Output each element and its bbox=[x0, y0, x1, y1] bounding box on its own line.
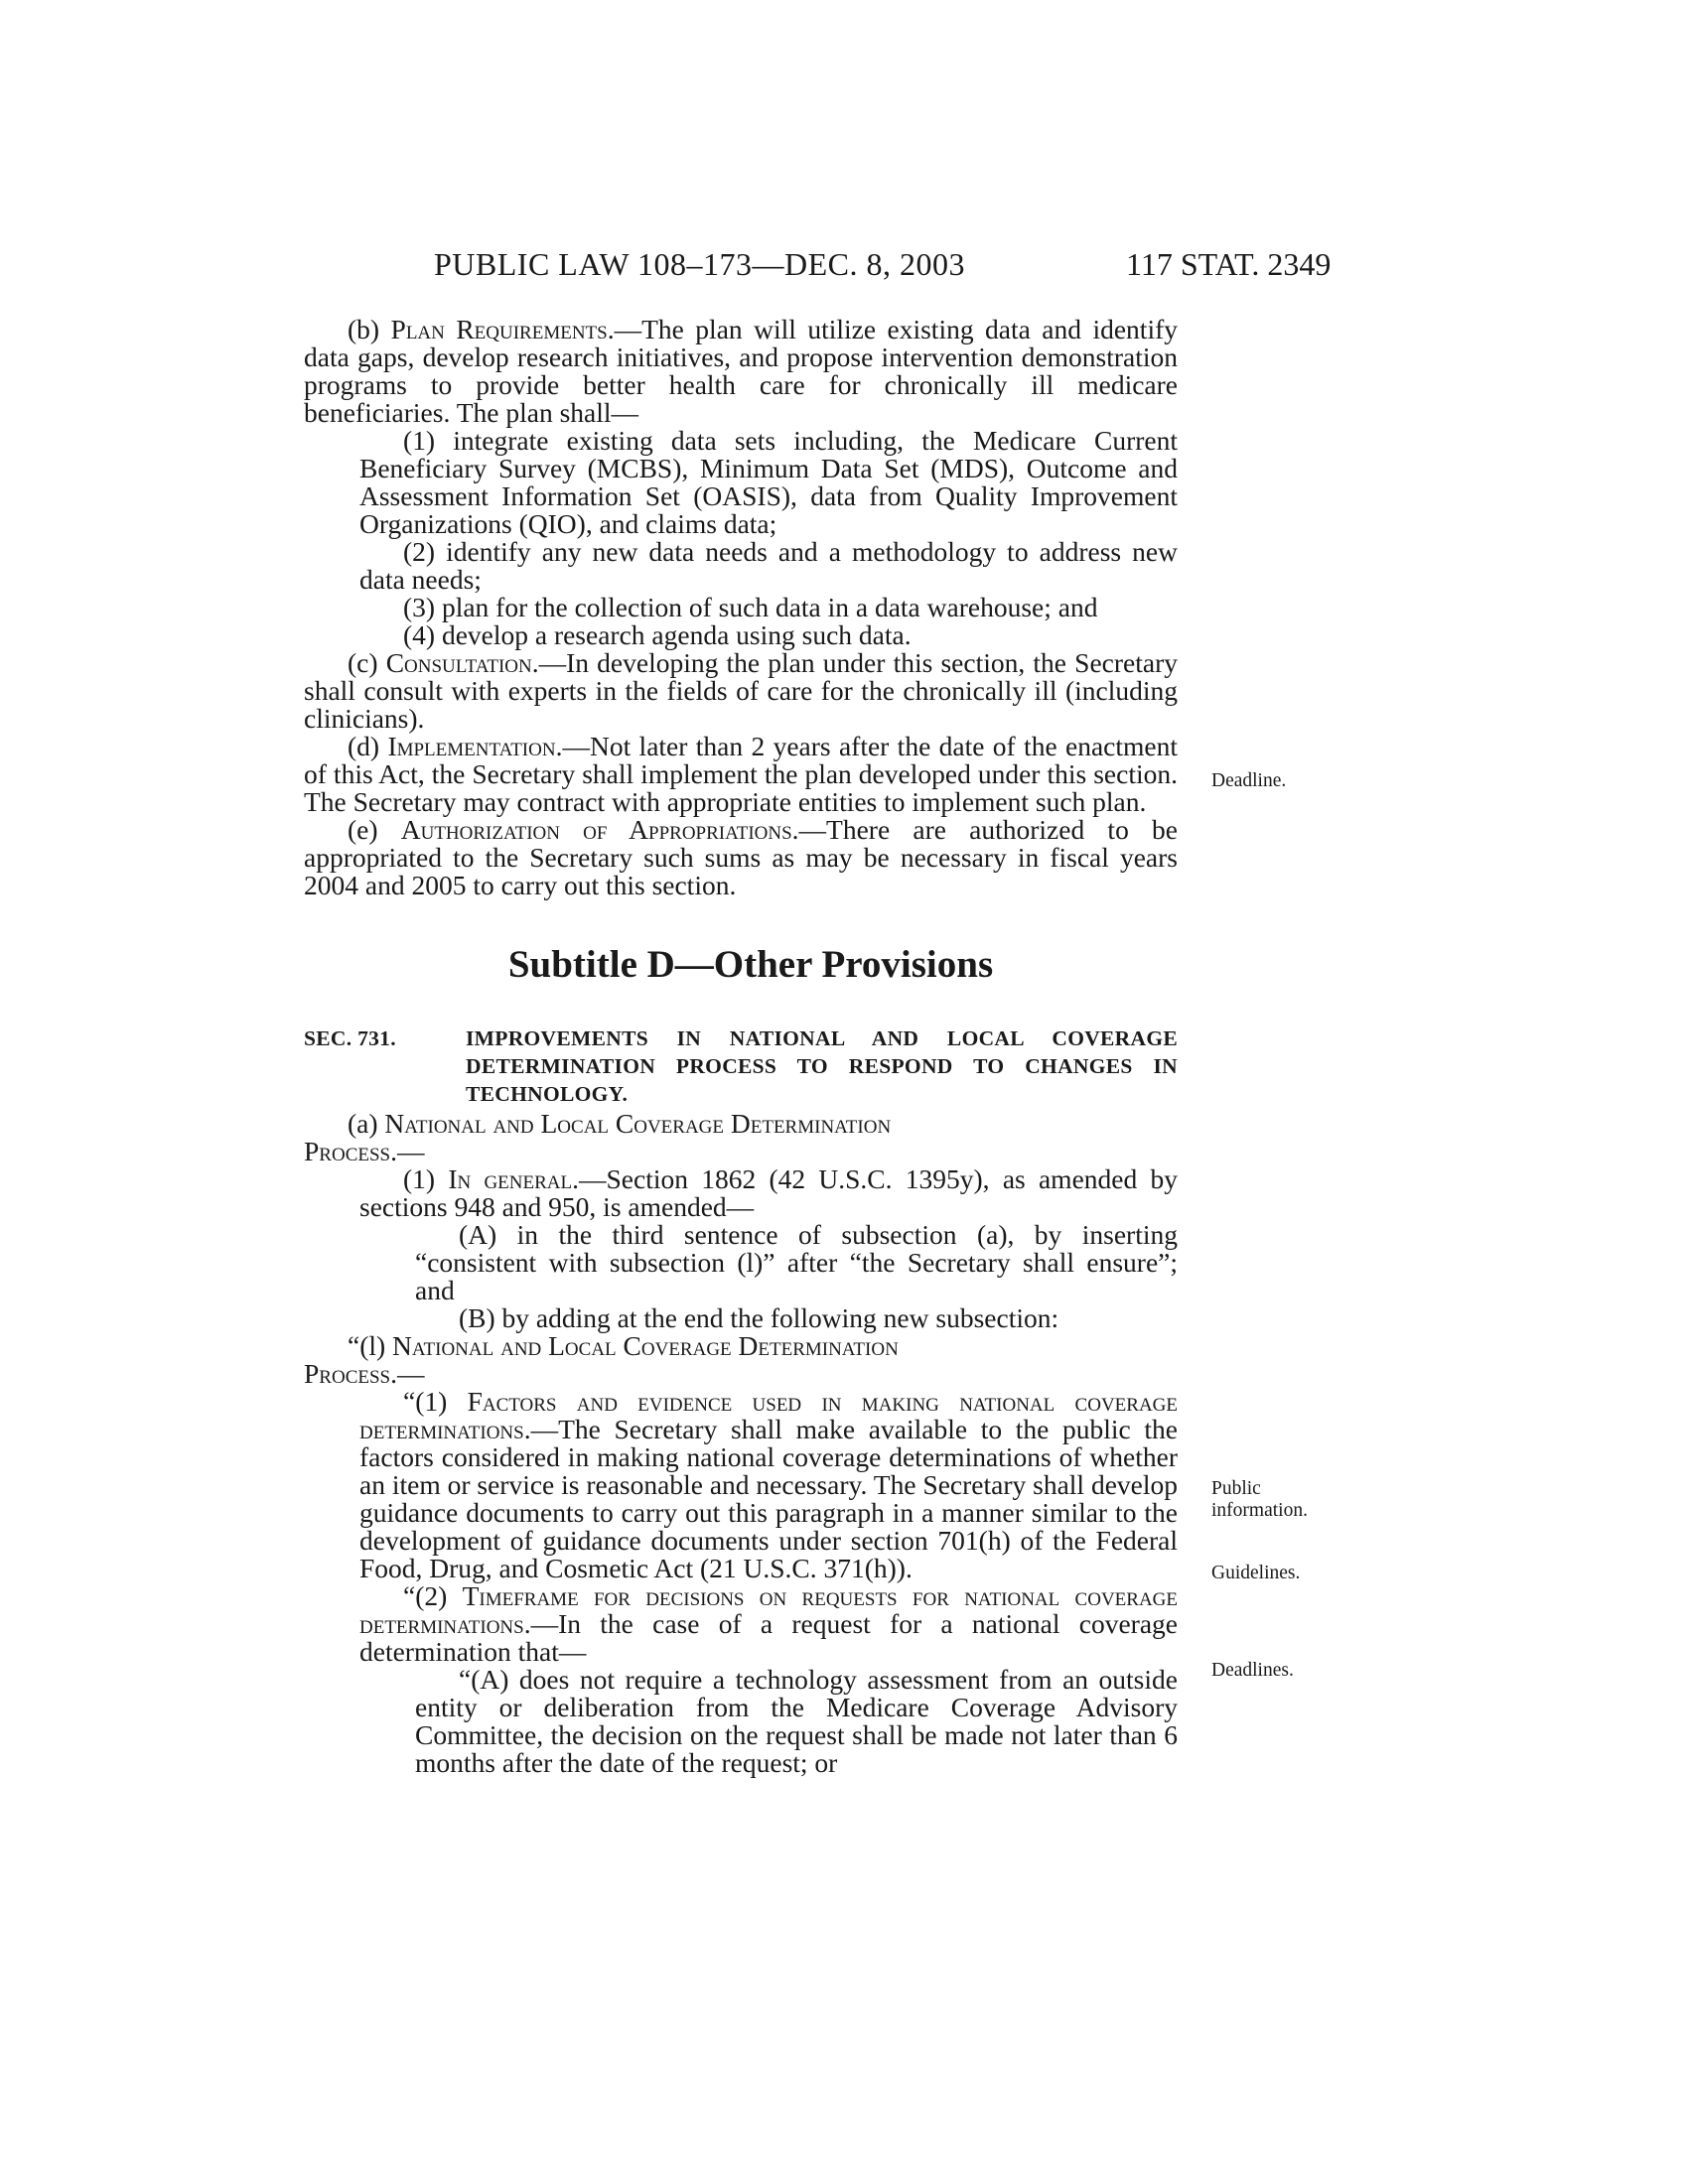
sec-a-heading-2: Process bbox=[304, 1136, 391, 1166]
subsection-c-text: .—In developing the plan under this section, the Secretary shall consult with experts in the fields of care for the chronically ill (including clinicians). bbox=[304, 647, 1179, 734]
subsection-b-label: (b) bbox=[348, 314, 391, 344]
new-l-heading-1: National and Local Coverage Determination bbox=[392, 1330, 899, 1361]
subsection-e-heading: Authorization of Appropriations bbox=[400, 814, 792, 845]
subsection-d-label: (d) bbox=[348, 731, 388, 761]
new-l-heading-line-1 bbox=[304, 1332, 1178, 1360]
sec-a-heading-line-1 bbox=[304, 1110, 1178, 1138]
l2-heading: Timeframe for decisions on requests for national coverage determinations bbox=[359, 1580, 1178, 1639]
subparagraph-a1A: (A) in the third sentence of subsection (a), by inserting “consistent with subsection (l)” after “the Secretary shall ensure”; and bbox=[415, 1219, 1178, 1305]
l1-heading: Factors and evidence used in making national coverage determinations bbox=[359, 1386, 1178, 1444]
sec-a-heading-1: National and Local Coverage Determination bbox=[384, 1108, 892, 1139]
l1-text: .—The Secretary shall make available to the public the factors considered in making national coverage determinations of whether an item or service is reasonable and necessary. The Secretary shall develop guidance documents to carry out this paragraph in a manner similar to the development of guidance documents under section 701(h) of the Federal Food, Drug, and Cosmetic Act (21 U.S.C. 371(h)). bbox=[359, 1414, 1178, 1583]
subsection-e-text: .—There are authorized to be appropriated to the Secretary such sums as may be necessary in fiscal years 2004 and 2005 to carry out this section. bbox=[304, 814, 1178, 900]
margin-note-guidelines: Guidelines. bbox=[1211, 1563, 1301, 1583]
paragraph-a1 bbox=[304, 1165, 1178, 1221]
subsection-c-label: (c) bbox=[348, 647, 386, 678]
b-item-3: (3) plan for the collection of such data in a data warehouse; and bbox=[403, 592, 1098, 622]
subtitle-heading: Subtitle D—Other Provisions bbox=[507, 943, 994, 986]
new-l-label: “(l) bbox=[348, 1330, 393, 1361]
subsection-d-text: .—Not later than 2 years after the date of the enactment of this Act, the Secretary shall implement the plan developed under this section. The Secretary may contract with appropriate entities to implement such plan. bbox=[304, 731, 1178, 817]
subparagraph-l2A: “(A) does not require a technology assessment from an outside entity or deliberation from the Medicare Coverage Advisory Committee, the decision on the request shall be made not later than 6 months after the date of the request; or bbox=[415, 1664, 1178, 1778]
subparagraph-a1B: (B) by adding at the end the following new subsection: bbox=[459, 1302, 1059, 1333]
a1-text: .—Section 1862 (42 U.S.C. 1395y), as amended by sections 948 and 950, is amended— bbox=[359, 1163, 1178, 1222]
l1-label: “(1) bbox=[403, 1386, 468, 1417]
l2-label: “(2) bbox=[403, 1580, 463, 1611]
subsection-b bbox=[304, 316, 1178, 427]
b-item-4: (4) develop a research agenda using such data. bbox=[403, 619, 912, 650]
margin-note-deadlines: Deadlines. bbox=[1211, 1660, 1294, 1681]
running-header-law: PUBLIC LAW 108–173—DEC. 8, 2003 bbox=[434, 246, 966, 282]
a1-heading: In general bbox=[448, 1163, 573, 1194]
subsection-e bbox=[304, 816, 1178, 899]
paragraph-l2 bbox=[304, 1582, 1178, 1666]
new-l-heading-line-2 bbox=[304, 1360, 1178, 1388]
page-body bbox=[304, 316, 1178, 1777]
l2-text: .—In the case of a request for a national coverage determination that— bbox=[359, 1608, 1178, 1667]
sec-a-suffix: .— bbox=[390, 1136, 425, 1166]
section-number: SEC. 731. bbox=[304, 1026, 396, 1050]
running-header-stat: 117 STAT. 2349 bbox=[1126, 246, 1332, 282]
section-title: IMPROVEMENTS IN NATIONAL AND LOCAL COVERAGE DETERMINATION PROCESS TO RESPOND TO CHANGES IN TECHNOLOGY. bbox=[466, 1026, 1178, 1106]
subsection-d-heading: Implementation bbox=[387, 731, 556, 761]
subsection-c-heading: Consultation bbox=[385, 647, 532, 678]
subsection-e-label: (e) bbox=[348, 814, 401, 845]
section-heading bbox=[304, 1024, 1178, 1108]
margin-note-deadline: Deadline. bbox=[1211, 770, 1287, 791]
subsection-b-text: .—The plan will utilize existing data and identify data gaps, develop research initiatives, and propose intervention demonstration programs to provide better health care for chronically ill medicare beneficiaries. The plan shall— bbox=[304, 314, 1178, 428]
b-item-1: (1) integrate existing data sets including, the Medicare Current Beneficiary Survey (MCBS), Minimum Data Set (MDS), Outcome and Assessment Information Set (OASIS), data from Quality Improvement Organizations (QIO), and claims data; bbox=[359, 425, 1178, 539]
paragraph-l1 bbox=[304, 1388, 1178, 1582]
b-item-2: (2) identify any new data needs and a methodology to address new data needs; bbox=[359, 536, 1178, 595]
a1-label: (1) bbox=[403, 1163, 449, 1194]
sec-a-label: (a) bbox=[348, 1108, 385, 1139]
subsection-b-heading: Plan Requirements bbox=[390, 314, 608, 344]
subsection-c bbox=[304, 649, 1178, 733]
subsection-d bbox=[304, 733, 1178, 816]
new-l-heading-2: Process bbox=[304, 1358, 391, 1389]
sec-a-heading-line-2 bbox=[304, 1138, 1178, 1165]
new-l-suffix: .— bbox=[390, 1358, 425, 1389]
margin-note-public-information: Public information. bbox=[1211, 1478, 1308, 1521]
